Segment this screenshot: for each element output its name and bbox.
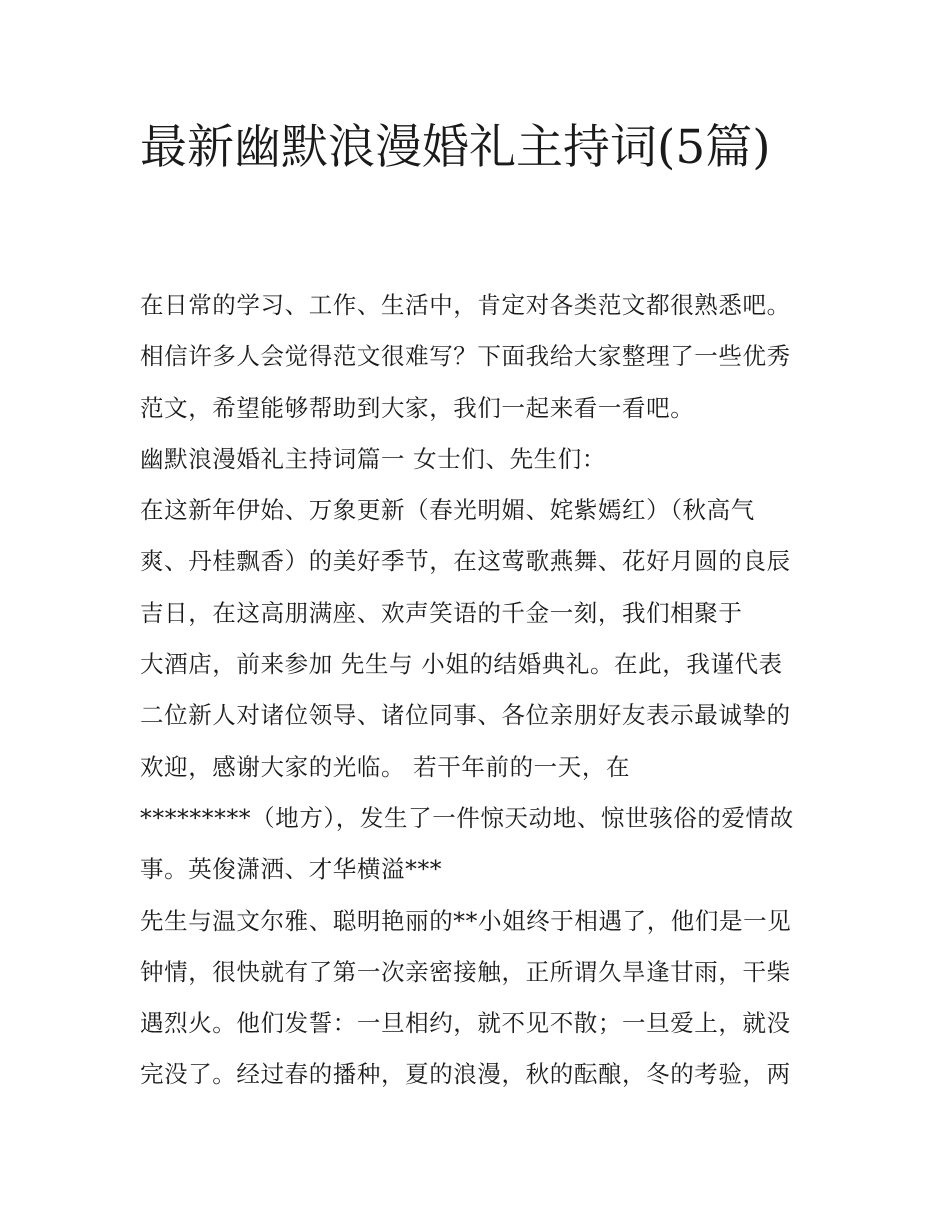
body-line: 在这新年伊始、万象更新（春光明媚、姹紫嫣红）（秋高气 bbox=[140, 496, 755, 525]
body-line: 吉日，在这高朋满座、欢声笑语的千金一刻，我们相聚于 bbox=[140, 598, 743, 627]
body-line: 范文，希望能够帮助到大家，我们一起来看一看吧。 bbox=[140, 393, 695, 422]
body-line: 在日常的学习、工作、生活中，肯定对各类范文都很熟悉吧。 bbox=[140, 291, 791, 319]
body-line: 遇烈火。他们发誓：一旦相约，就不见不散；一旦爱上，就没 bbox=[140, 1009, 791, 1038]
document-body bbox=[140, 280, 820, 1101]
body-line: 钟情，很快就有了第一次亲密接触，正所谓久旱逢甘雨，干柴 bbox=[140, 957, 791, 986]
body-line: 爽、丹桂飘香）的美好季节，在这莺歌燕舞、花好月圆的良辰 bbox=[140, 547, 791, 576]
body-line: 幽默浪漫婚礼主持词篇一 女士们、先生们： bbox=[140, 444, 606, 473]
body-line: 相信许多人会觉得范文很难写？下面我给大家整理了一些优秀 bbox=[140, 342, 791, 371]
body-line: 欢迎，感谢大家的光临。 若干年前的一天，在 bbox=[140, 752, 631, 781]
body-line: 先生与温文尔雅、聪明艳丽的**小姐终于相遇了，他们是一见 bbox=[140, 906, 792, 935]
body-line: 大酒店，前来参加 先生与 小姐的结婚典礼。在此，我谨代表 bbox=[140, 650, 783, 679]
body-line: *********（地方），发生了一件惊天动地、惊世骇俗的爱情故 bbox=[140, 803, 794, 832]
body-line: 事。英俊潇洒、才华横溢*** bbox=[140, 855, 443, 884]
body-line: 二位新人对诸位领导、诸位同事、各位亲朋好友表示最诚挚的 bbox=[140, 701, 791, 730]
body-line: 完没了。经过春的播种，夏的浪漫，秋的酝酿，冬的考验，两 bbox=[140, 1060, 791, 1089]
document-title: 最新幽默浪漫婚礼主持词(5篇) bbox=[140, 120, 771, 175]
